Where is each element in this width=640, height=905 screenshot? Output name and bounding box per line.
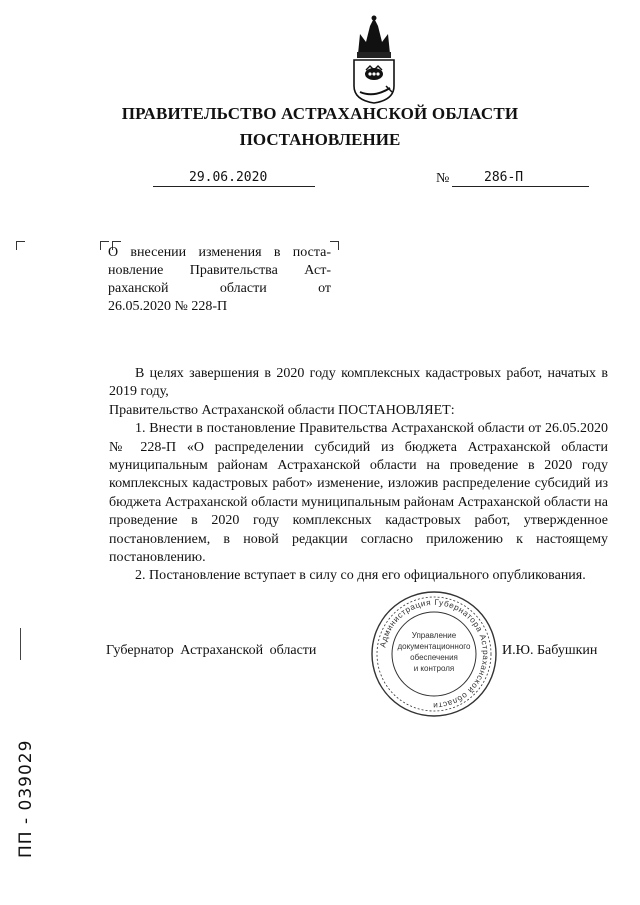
- stamp-center-line: обеспечения: [410, 653, 458, 662]
- preamble-paragraph: В целях завершения в 2020 году комплексных кадастровых работ, начатых в 2019 году,: [109, 366, 608, 400]
- stamp-ring-text: Администрация Губернатора Астраханской области: [378, 597, 491, 711]
- document-subject: [108, 244, 331, 316]
- resolves-paragraph: Правительство Астраханской области ПОСТАНОВЛЯЕТ:: [109, 402, 455, 418]
- serial-number-text: ПП - 039029: [16, 739, 36, 858]
- document-number-field: [452, 170, 589, 187]
- number-sign: №: [436, 171, 450, 186]
- subject-line: новление Правительства Аст-: [108, 263, 331, 278]
- side-serial-number: [4, 720, 44, 860]
- stamp-center-line: документационного: [397, 642, 471, 651]
- corner-mark-top-right: [330, 241, 339, 250]
- subject-line: О внесении изменения в поста-: [108, 245, 331, 260]
- margin-tick-line: [20, 628, 21, 660]
- subject-line: 26.05.2020 № 228-П: [108, 299, 228, 314]
- document-date-field: [153, 170, 315, 187]
- stamp-center-line: и контроля: [413, 664, 455, 673]
- document-body: [109, 365, 608, 586]
- subject-line: раханской области от: [108, 281, 331, 296]
- corner-mark-top-left-outer: [16, 241, 25, 250]
- stamp-center-line: Управление: [411, 631, 457, 640]
- organization-title: ПРАВИТЕЛЬСТВО АСТРАХАНСКОЙ ОБЛАСТИ: [121, 104, 519, 123]
- document-type-title: ПОСТАНОВЛЕНИЕ: [239, 130, 401, 149]
- signatory-name: И.Ю. Бабушкин: [502, 643, 598, 658]
- document-number: 286-П: [484, 170, 524, 185]
- signatory-role: Губернатор Астраханской области: [106, 643, 317, 658]
- item-1-paragraph: 1. Внести в постановление Правительства Астраханской области от 26.05.2020 № 228-П «О распределении субсидий из бюджета Астраханской области муниципальным районам Астраханской области на проведение в 2020 году комплексных кадастровых работ» изменение, изложив распределение субсидий из бюджета Астраханской области муниципальным районам Астраханской области на проведение в 2020 году комплексных кадастровых работ, утвержденное постановлением, в новой редакции согласно приложению к настоящему постановлению.: [109, 421, 608, 566]
- item-2-paragraph: 2. Постановление вступает в силу со дня его официального опубликования.: [135, 568, 586, 584]
- document-date: 29.06.2020: [189, 170, 268, 185]
- coat-of-arms-emblem: [348, 14, 400, 104]
- official-stamp: [370, 590, 498, 718]
